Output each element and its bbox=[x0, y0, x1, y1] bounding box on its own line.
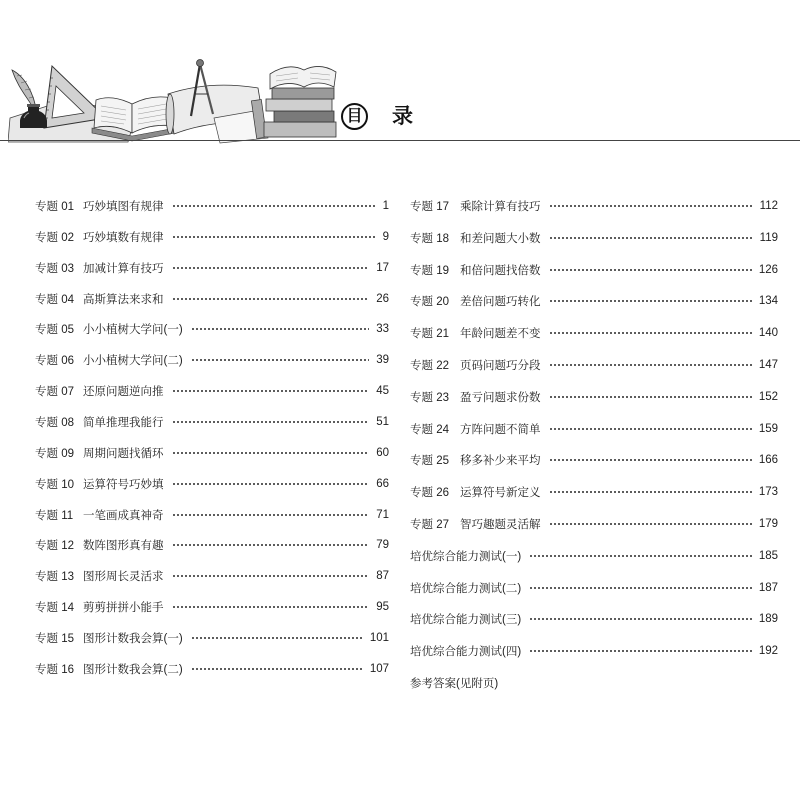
toc-entry-title: 和倍问题找倍数 bbox=[460, 264, 541, 277]
toc-entry bbox=[410, 254, 778, 286]
toc-entry-title: 差倍问题巧转化 bbox=[460, 296, 541, 309]
toc-entry-title: 年龄问题差不变 bbox=[460, 328, 541, 341]
dot-leader bbox=[549, 490, 752, 494]
toc-entry bbox=[35, 437, 389, 468]
toc-entry-title: 高斯算法来求和 bbox=[83, 293, 164, 306]
toc-entry-page-number: 17 bbox=[376, 261, 389, 274]
toc-entry bbox=[35, 468, 389, 499]
toc-entry bbox=[35, 561, 389, 592]
toc-entry bbox=[410, 572, 778, 604]
toc-entry-page-number: 9 bbox=[382, 230, 389, 243]
page-title bbox=[340, 102, 420, 132]
dot-leader bbox=[529, 554, 752, 558]
toc-entry-page-number: 166 bbox=[758, 454, 778, 467]
toc-entry bbox=[410, 476, 778, 508]
toc-entry-label: 专题 08 bbox=[35, 417, 74, 430]
toc-entry-page-number: 51 bbox=[376, 416, 389, 429]
dot-leader bbox=[549, 363, 752, 367]
toc-entry bbox=[410, 635, 778, 667]
toc-entry-title: 参考答案(见附页) bbox=[410, 677, 499, 690]
toc-left-column bbox=[35, 191, 389, 685]
toc-entry bbox=[35, 345, 389, 376]
toc-entry-label: 专题 03 bbox=[35, 262, 74, 275]
toc-entry-label: 专题 02 bbox=[35, 231, 74, 244]
dot-leader bbox=[172, 420, 370, 424]
dot-leader bbox=[529, 649, 752, 653]
dot-leader bbox=[172, 543, 370, 547]
toc-entry bbox=[410, 508, 778, 540]
toc-entry-page-number: 159 bbox=[758, 422, 778, 435]
toc-entry-label: 专题 16 bbox=[35, 663, 74, 676]
toc-entry-title: 小小植树大学问(二) bbox=[83, 355, 183, 368]
toc-entry-page-number: 60 bbox=[376, 446, 389, 459]
toc-entry-page-number: 45 bbox=[376, 385, 389, 398]
toc-entry-title: 图形计数我会算(二) bbox=[83, 663, 183, 676]
toc-entry bbox=[410, 413, 778, 445]
dot-leader bbox=[172, 605, 370, 609]
toc-entry-title: 周期问题找循环 bbox=[83, 447, 164, 460]
toc-entry-label: 专题 10 bbox=[35, 478, 74, 491]
toc-entry-page-number: 95 bbox=[376, 601, 389, 614]
toc-entry-title: 剪剪拼拼小能手 bbox=[83, 602, 164, 615]
dot-leader bbox=[549, 458, 752, 462]
dot-leader bbox=[529, 586, 752, 590]
title-char-lu: 录 bbox=[392, 105, 413, 128]
open-book-icon bbox=[92, 97, 176, 141]
toc-entry bbox=[35, 221, 389, 252]
header-divider bbox=[0, 140, 800, 141]
toc-entry bbox=[35, 653, 389, 684]
toc-entry bbox=[410, 317, 778, 349]
toc-entry-title: 运算符号新定义 bbox=[460, 487, 541, 500]
toc-entry-page-number: 1 bbox=[382, 200, 389, 213]
toc-entry-page-number: 192 bbox=[758, 645, 778, 658]
toc-entry-page-number: 189 bbox=[758, 613, 778, 626]
toc-entry-page-number: 126 bbox=[758, 263, 778, 276]
toc-entry-label: 专题 04 bbox=[35, 293, 74, 306]
toc-entry-title: 图形周长灵活求 bbox=[83, 571, 164, 584]
dot-leader bbox=[172, 297, 370, 301]
toc-entry-page-number: 173 bbox=[758, 486, 778, 499]
toc-entry-label: 专题 26 bbox=[410, 487, 449, 500]
toc-entry-label: 专题 11 bbox=[35, 509, 74, 522]
toc-entry-title: 巧妙填数有规律 bbox=[83, 231, 164, 244]
dot-leader bbox=[172, 513, 370, 517]
toc-entry-page-number: 147 bbox=[758, 358, 778, 371]
toc-entry bbox=[35, 376, 389, 407]
paper-scroll-icon bbox=[166, 85, 268, 143]
toc-entry-page-number: 87 bbox=[376, 570, 389, 583]
toc-entry-label: 专题 22 bbox=[410, 359, 449, 372]
toc-entry-title: 运算符号巧妙填 bbox=[83, 478, 164, 491]
toc-entry-title: 移多补少来平均 bbox=[460, 455, 541, 468]
toc-entry bbox=[410, 667, 778, 699]
toc-entry-title: 智巧趣题灵活解 bbox=[460, 518, 541, 531]
toc-entry-title: 盈亏问题求份数 bbox=[460, 391, 541, 404]
toc-entry bbox=[35, 623, 389, 654]
toc-entry-label: 专题 27 bbox=[410, 518, 449, 531]
toc-entry-page-number: 179 bbox=[758, 517, 778, 530]
toc-entry-page-number: 101 bbox=[369, 632, 389, 645]
toc-entry-label: 专题 07 bbox=[35, 386, 74, 399]
toc-right-column bbox=[410, 190, 778, 699]
toc-entry-label: 专题 14 bbox=[35, 602, 74, 615]
toc-entry bbox=[410, 285, 778, 317]
toc-entry-title: 一笔画成真神奇 bbox=[83, 509, 164, 522]
toc-entry bbox=[35, 283, 389, 314]
toc-entry-title: 培优综合能力测试(二) bbox=[410, 582, 522, 595]
toc-entry-title: 加减计算有技巧 bbox=[83, 262, 164, 275]
book-stack-icon bbox=[251, 66, 336, 138]
toc-entry-label: 专题 23 bbox=[410, 391, 449, 404]
dot-leader bbox=[172, 389, 370, 393]
dot-leader bbox=[549, 427, 752, 431]
toc-entry-label: 专题 12 bbox=[35, 540, 74, 553]
dot-leader bbox=[172, 574, 370, 578]
toc-entry-page-number: 187 bbox=[758, 581, 778, 594]
toc-entry bbox=[410, 349, 778, 381]
toc-entry-title: 培优综合能力测试(三) bbox=[410, 614, 522, 627]
dot-leader bbox=[172, 482, 370, 486]
toc-entry bbox=[410, 381, 778, 413]
toc-entry bbox=[35, 407, 389, 438]
toc-entry-label: 专题 18 bbox=[410, 232, 449, 245]
toc-entry-label: 专题 05 bbox=[35, 324, 74, 337]
toc-entry-title: 简单推理我能行 bbox=[83, 417, 164, 430]
dot-leader bbox=[172, 266, 370, 270]
dot-leader bbox=[191, 667, 363, 671]
toc-entry-label: 专题 06 bbox=[35, 355, 74, 368]
toc-entry-page-number: 112 bbox=[759, 199, 778, 212]
toc-entry-label: 专题 19 bbox=[410, 264, 449, 277]
dot-leader bbox=[191, 358, 370, 362]
dot-leader bbox=[549, 268, 752, 272]
toc-entry bbox=[35, 592, 389, 623]
toc-entry-label: 专题 25 bbox=[410, 455, 449, 468]
toc-entry bbox=[35, 499, 389, 530]
toc-entry-page-number: 152 bbox=[758, 390, 778, 403]
toc-entry bbox=[35, 530, 389, 561]
dot-leader bbox=[549, 299, 752, 303]
toc-entry bbox=[410, 540, 778, 572]
toc-entry-label: 专题 20 bbox=[410, 296, 449, 309]
toc-entry-page-number: 134 bbox=[758, 295, 778, 308]
toc-entry-page-number: 140 bbox=[758, 327, 778, 340]
toc-entry-page-number: 33 bbox=[376, 323, 389, 336]
dot-leader bbox=[549, 522, 752, 526]
toc-entry-page-number: 26 bbox=[376, 292, 389, 305]
toc-entry-title: 和差问题大小数 bbox=[460, 232, 541, 245]
toc-entry-title: 还原问题逆向推 bbox=[83, 386, 164, 399]
toc-entry-page-number: 39 bbox=[376, 354, 389, 367]
toc-entry-label: 专题 01 bbox=[35, 201, 74, 214]
dot-leader bbox=[172, 204, 376, 208]
toc-entry bbox=[410, 190, 778, 222]
toc-entry-title: 培优综合能力测试(一) bbox=[410, 550, 522, 563]
toc-entry-title: 巧妙填图有规律 bbox=[83, 201, 164, 214]
toc-entry-title: 培优综合能力测试(四) bbox=[410, 646, 522, 659]
dot-leader bbox=[191, 327, 370, 331]
toc-entry bbox=[35, 252, 389, 283]
toc-entry-label: 专题 24 bbox=[410, 423, 449, 436]
toc-entry-page-number: 66 bbox=[376, 477, 389, 490]
title-char-mu: 目 bbox=[341, 103, 368, 130]
toc-entry-page-number: 79 bbox=[376, 539, 389, 552]
toc-entry-label: 专题 17 bbox=[410, 200, 449, 213]
toc-entry-title: 页码问题巧分段 bbox=[460, 359, 541, 372]
dot-leader bbox=[549, 395, 752, 399]
toc-entry-label: 专题 21 bbox=[410, 328, 449, 341]
dot-leader bbox=[549, 204, 753, 208]
toc-entry-title: 数阵图形真有趣 bbox=[83, 540, 164, 553]
toc-entry bbox=[410, 603, 778, 635]
toc-entry-page-number: 185 bbox=[758, 549, 778, 562]
toc-entry-label: 专题 09 bbox=[35, 447, 74, 460]
toc-entry-title: 小小植树大学问(一) bbox=[83, 324, 183, 337]
toc-entry-label: 专题 13 bbox=[35, 571, 74, 584]
dot-leader bbox=[172, 451, 370, 455]
toc-entry bbox=[35, 314, 389, 345]
dot-leader bbox=[191, 636, 363, 640]
toc-entry-title: 图形计数我会算(一) bbox=[83, 633, 183, 646]
toc-entry bbox=[35, 191, 389, 222]
dot-leader bbox=[549, 236, 753, 240]
toc-entry bbox=[410, 222, 778, 254]
toc-entry-page-number: 119 bbox=[759, 231, 778, 244]
toc-entry bbox=[410, 444, 778, 476]
header-illustration bbox=[8, 56, 343, 144]
dot-leader bbox=[172, 235, 376, 239]
toc-entry-title: 方阵问题不简单 bbox=[460, 423, 541, 436]
toc-entry-page-number: 71 bbox=[376, 508, 389, 521]
toc-entry-title: 乘除计算有技巧 bbox=[460, 200, 541, 213]
dot-leader bbox=[549, 331, 752, 335]
toc-entry-label: 专题 15 bbox=[35, 633, 74, 646]
toc-entry-page-number: 107 bbox=[369, 662, 389, 675]
dot-leader bbox=[529, 617, 752, 621]
